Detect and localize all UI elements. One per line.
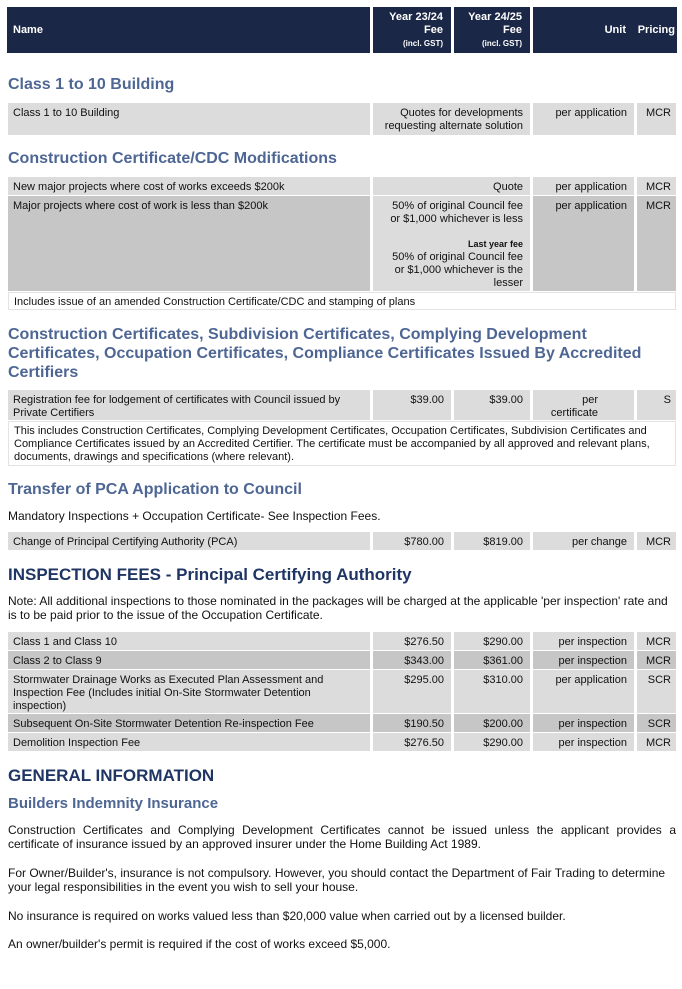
cc-row1-fee: Quote <box>373 177 530 195</box>
pca-row-y1: $780.00 <box>373 532 451 550</box>
table-row-y1: $190.50 <box>373 714 451 732</box>
header-year1-cell <box>373 7 451 53</box>
cc-row2-pricing: MCR <box>637 196 676 291</box>
table-row-y1: $276.50 <box>373 733 451 751</box>
table-row-pricing: SCR <box>637 714 676 732</box>
pca-row-name: Change of Principal Certifying Authority (PCA) <box>8 532 370 550</box>
section-title-cc: Construction Certificate/CDC Modifications <box>8 150 337 167</box>
class-row-unit: per application <box>533 103 634 135</box>
class-row-name: Class 1 to 10 Building <box>8 103 370 135</box>
section-title-pca: Transfer of PCA Application to Council <box>8 481 302 498</box>
section-title-class: Class 1 to 10 Building <box>8 76 175 93</box>
cc-row2-name: Major projects where cost of work is less than $200k <box>8 196 370 291</box>
pca-row-y2: $819.00 <box>454 532 530 550</box>
table-row-name: Demolition Inspection Fee <box>8 733 370 751</box>
acc-note: This includes Construction Certificates, Complying Development Certificates, Occupation Certificates, Subdivision Certificates and Compliance Certificates issued by an Accredited Certifier. The certificate must be accompanied by all approved and relevant plans, documents, drawings and specifications (where relevant). <box>8 421 676 466</box>
table-row-name: Subsequent On-Site Stormwater Detention Re-inspection Fee <box>8 714 370 732</box>
header-year1-b: Fee <box>424 24 443 36</box>
table-row-y1: $343.00 <box>373 651 451 669</box>
general-paragraph-1: Construction Certificates and Complying Development Certificates cannot be issued unless the applicant provides a certificate of insurance issued by an approved insurer under the Home Building Act 1989. <box>8 823 676 851</box>
cc-row2-unit: per application <box>533 196 634 291</box>
table-row-unit: per inspection <box>533 632 634 650</box>
general-paragraph-2: For Owner/Builder's, insurance is not compulsory. However, you should contact the Department of Fair Trading to determine your legal responsibilities in the event you wish to sell your house. <box>8 866 666 894</box>
header-unit: Unit <box>604 24 626 36</box>
section-subtitle-indemnity: Builders Indemnity Insurance <box>8 795 219 812</box>
table-row-y2: $290.00 <box>454 733 530 751</box>
table-row-name: Class 2 to Class 9 <box>8 651 370 669</box>
inspection-intro: Note: All additional inspections to those nominated in the packages will be charged at the applicable 'per inspection' rate and is to be paid prior to the issue of the Occupation Certificate. <box>8 594 668 622</box>
cc-row2-fee-cell <box>373 196 530 291</box>
header-year1-a: Year 23/24 <box>389 11 443 23</box>
acc-row-unit: per certificate <box>533 390 634 420</box>
section-title-inspection: INSPECTION FEES - Principal Certifying Authority <box>8 565 412 584</box>
class-row-pricing: MCR <box>637 103 676 135</box>
table-row-unit: per application <box>533 670 634 713</box>
pca-intro: Mandatory Inspections + Occupation Certificate- See Inspection Fees. <box>8 509 381 523</box>
header-year2-c: (incl. GST) <box>482 39 522 48</box>
pca-row-unit: per change <box>533 532 634 550</box>
pca-row-pricing: MCR <box>637 532 676 550</box>
table-row-pricing: MCR <box>637 733 676 751</box>
acc-row-y1: $39.00 <box>373 390 451 420</box>
cc-note: Includes issue of an amended Construction Certificate/CDC and stamping of plans <box>8 292 676 310</box>
table-row-pricing: MCR <box>637 632 676 650</box>
table-row-y2: $361.00 <box>454 651 530 669</box>
cc-row1-pricing: MCR <box>637 177 676 195</box>
cc-row2-fee: 50% of original Council fee or $1,000 whichever is less <box>390 200 523 225</box>
section-title-general: GENERAL INFORMATION <box>8 766 215 785</box>
general-paragraph-4: An owner/builder's permit is required if the cost of works exceed $5,000. <box>8 937 391 951</box>
cc-row1-unit: per application <box>533 177 634 195</box>
header-year2-b: Fee <box>503 24 522 36</box>
table-row-y2: $290.00 <box>454 632 530 650</box>
table-row-y2: $310.00 <box>454 670 530 713</box>
header-year2-cell <box>454 7 530 53</box>
table-row-name: Stormwater Drainage Works as Executed Plan Assessment and Inspection Fee (Includes initial On-Site Stormwater Detention inspection) <box>8 670 370 713</box>
cc-row2-last-fee: 50% of original Council fee or $1,000 whichever is the lesser <box>392 251 523 289</box>
header-pricing: Pricing <box>637 24 675 36</box>
acc-row-y2: $39.00 <box>454 390 530 420</box>
table-row-y1: $295.00 <box>373 670 451 713</box>
header-name: Name <box>13 24 43 36</box>
header-year1-c: (incl. GST) <box>403 39 443 48</box>
table-row-pricing: MCR <box>637 651 676 669</box>
header-pricing-cell <box>634 7 677 53</box>
table-row-name: Class 1 and Class 10 <box>8 632 370 650</box>
table-row-unit: per inspection <box>533 651 634 669</box>
acc-row-name: Registration fee for lodgement of certificates with Council issued by Private Certifiers <box>8 390 370 420</box>
header-unit-cell <box>533 7 634 53</box>
cc-row2-last-label: Last year fee <box>467 239 523 249</box>
table-row-pricing: SCR <box>637 670 676 713</box>
table-row-unit: per inspection <box>533 714 634 732</box>
acc-row-pricing: S <box>637 390 676 420</box>
cc-row1-name: New major projects where cost of works exceeds $200k <box>8 177 370 195</box>
section-title-accredited: Construction Certificates, Subdivision Certificates, Complying Development Certificates, Occupation Certificates, Compliance Certificates Issued By Accredited Certifiers <box>8 326 642 381</box>
header-year2-a: Year 24/25 <box>468 11 522 23</box>
general-paragraph-3: No insurance is required on works valued less than $20,000 value when carried out by a licensed builder. <box>8 909 566 923</box>
table-row-y2: $200.00 <box>454 714 530 732</box>
table-row-y1: $276.50 <box>373 632 451 650</box>
header-name-cell <box>7 7 370 53</box>
table-row-unit: per inspection <box>533 733 634 751</box>
class-row-fee: Quotes for developments requesting alternate solution <box>373 103 530 135</box>
